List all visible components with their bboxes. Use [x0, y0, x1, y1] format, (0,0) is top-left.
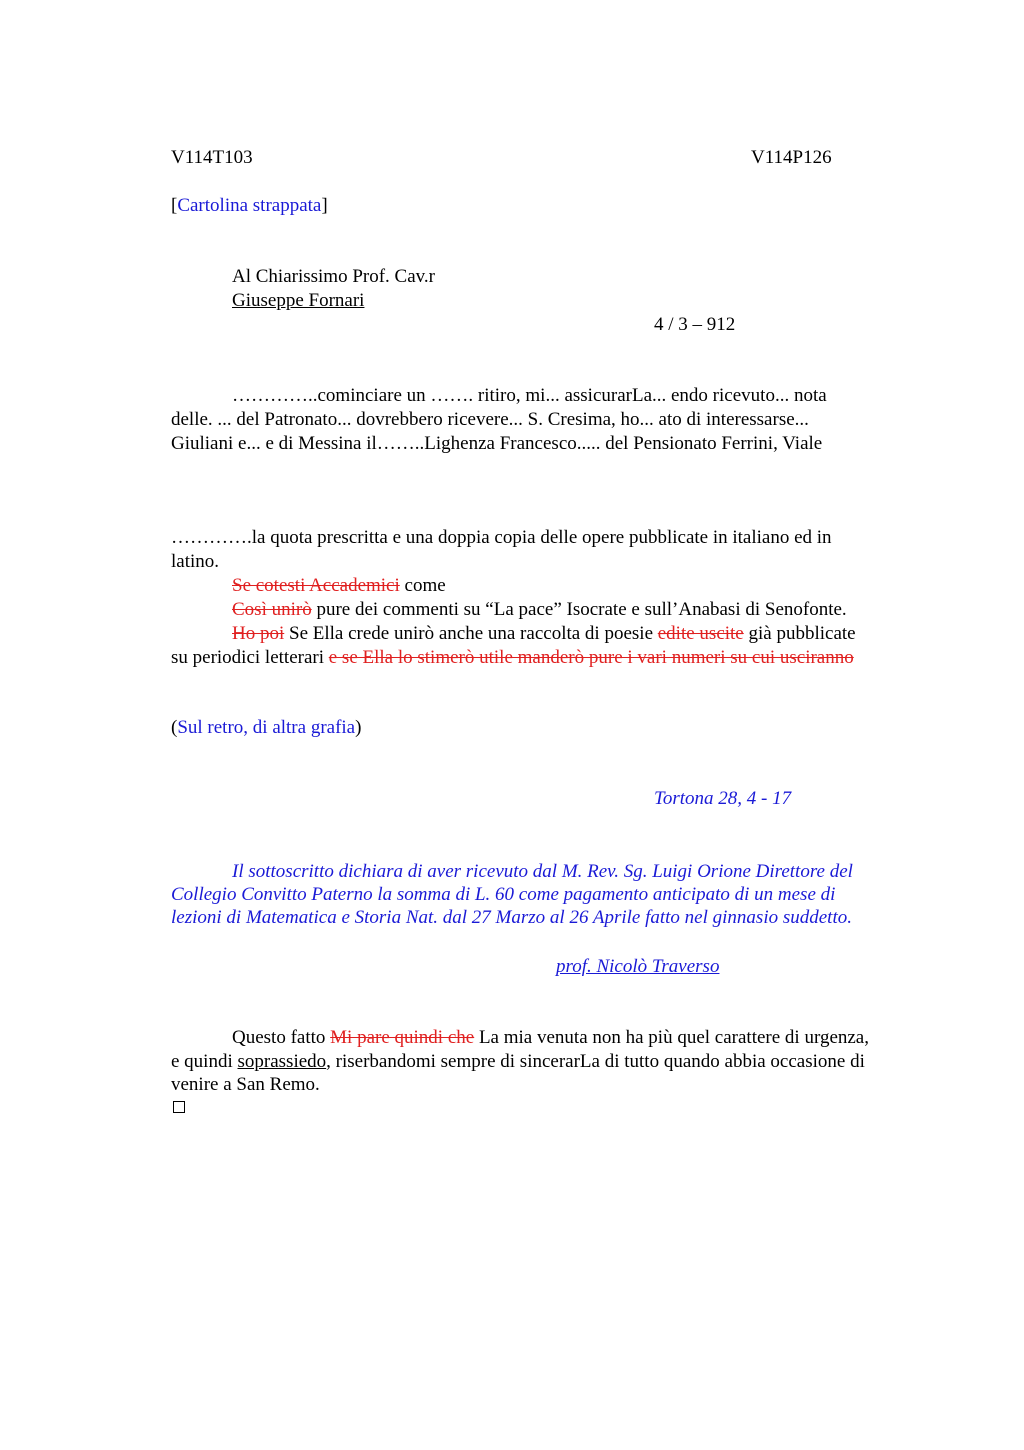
receipt-signature: prof. Nicolò Traverso [556, 956, 720, 977]
paragraph-2-line-1: ………….la quota prescritta e una doppia copia delle opere pubblicate in italiano ed in [171, 527, 832, 548]
deleted-text: Mi pare quindi che [330, 1027, 475, 1048]
paragraph-2-line-4: Così unirò pure dei commenti su “La pace” Isocrate e sull’Anabasi di Senofonte. [232, 599, 847, 620]
receipt-line-1: Il sottoscritto dichiara di aver ricevuto dal M. Rev. Sg. Luigi Orione Direttore del [232, 861, 853, 882]
paragraph-3-line-2: e quindi soprassiedo, riserbandomi sempre di sincerarLa di tutto quando abbia occasione di [171, 1051, 865, 1072]
address-name: Giuseppe Fornari [232, 290, 365, 311]
receipt-line-2: Collegio Convitto Paterno la somma di L. 60 come pagamento anticipato di un mese di [171, 884, 836, 905]
letter-date: 4 / 3 – 912 [654, 314, 736, 335]
deleted-text: e se Ella lo stimerò utile manderò pure i vari numeri su cui usciranno [328, 647, 854, 668]
deleted-text: Ho poi [232, 623, 285, 644]
deleted-text: Se cotesti Accademici [232, 575, 400, 596]
paragraph-3-line-1: Questo fatto Mi pare quindi che La mia venuta non ha più quel carattere di urgenza, [232, 1027, 869, 1048]
left-code: V114T103 [171, 147, 253, 168]
deleted-text: Così unirò [232, 599, 312, 620]
paragraph-2-line-2: latino. [171, 551, 220, 572]
paragraph-1-line-1: …………..cominciare un ……. ritiro, mi... assicurarLa... endo ricevuto... nota [232, 385, 827, 406]
address-line-1: Al Chiarissimo Prof. Cav.r [232, 266, 436, 287]
paragraph-1-line-3: Giuliani e... e di Messina il……..Lighenza Francesco..... del Pensionato Ferrini, Viale [171, 433, 823, 454]
right-code: V114P126 [751, 147, 832, 168]
paragraph-2-line-3: Se cotesti Accademici come [232, 575, 446, 596]
paragraph-3-line-3: venire a San Remo. [171, 1074, 320, 1095]
paragraph-2-line-5: Ho poi Se Ella crede unirò anche una raccolta di poesie edite uscite già pubblicate [232, 623, 856, 644]
torn-card-note: [Cartolina strappata] [171, 195, 328, 216]
deleted-text: edite uscite [657, 623, 744, 644]
checkbox-icon [173, 1101, 185, 1113]
receipt-line-3: lezioni di Matematica e Storia Nat. dal 27 Marzo al 26 Aprile fatto nel ginnasio suddetto. [171, 907, 852, 928]
paragraph-1-line-2: delle. ... del Patronato... dovrebbero ricevere... S. Cresima, ho... ato di interessarse... [171, 409, 809, 430]
receipt-place-date: Tortona 28, 4 - 17 [654, 788, 792, 809]
paragraph-2-line-6: su periodici letterari e se Ella lo stimerò utile manderò pure i vari numeri su cui usciranno [171, 647, 854, 668]
back-side-note: (Sul retro, di altra grafia) [171, 717, 362, 738]
